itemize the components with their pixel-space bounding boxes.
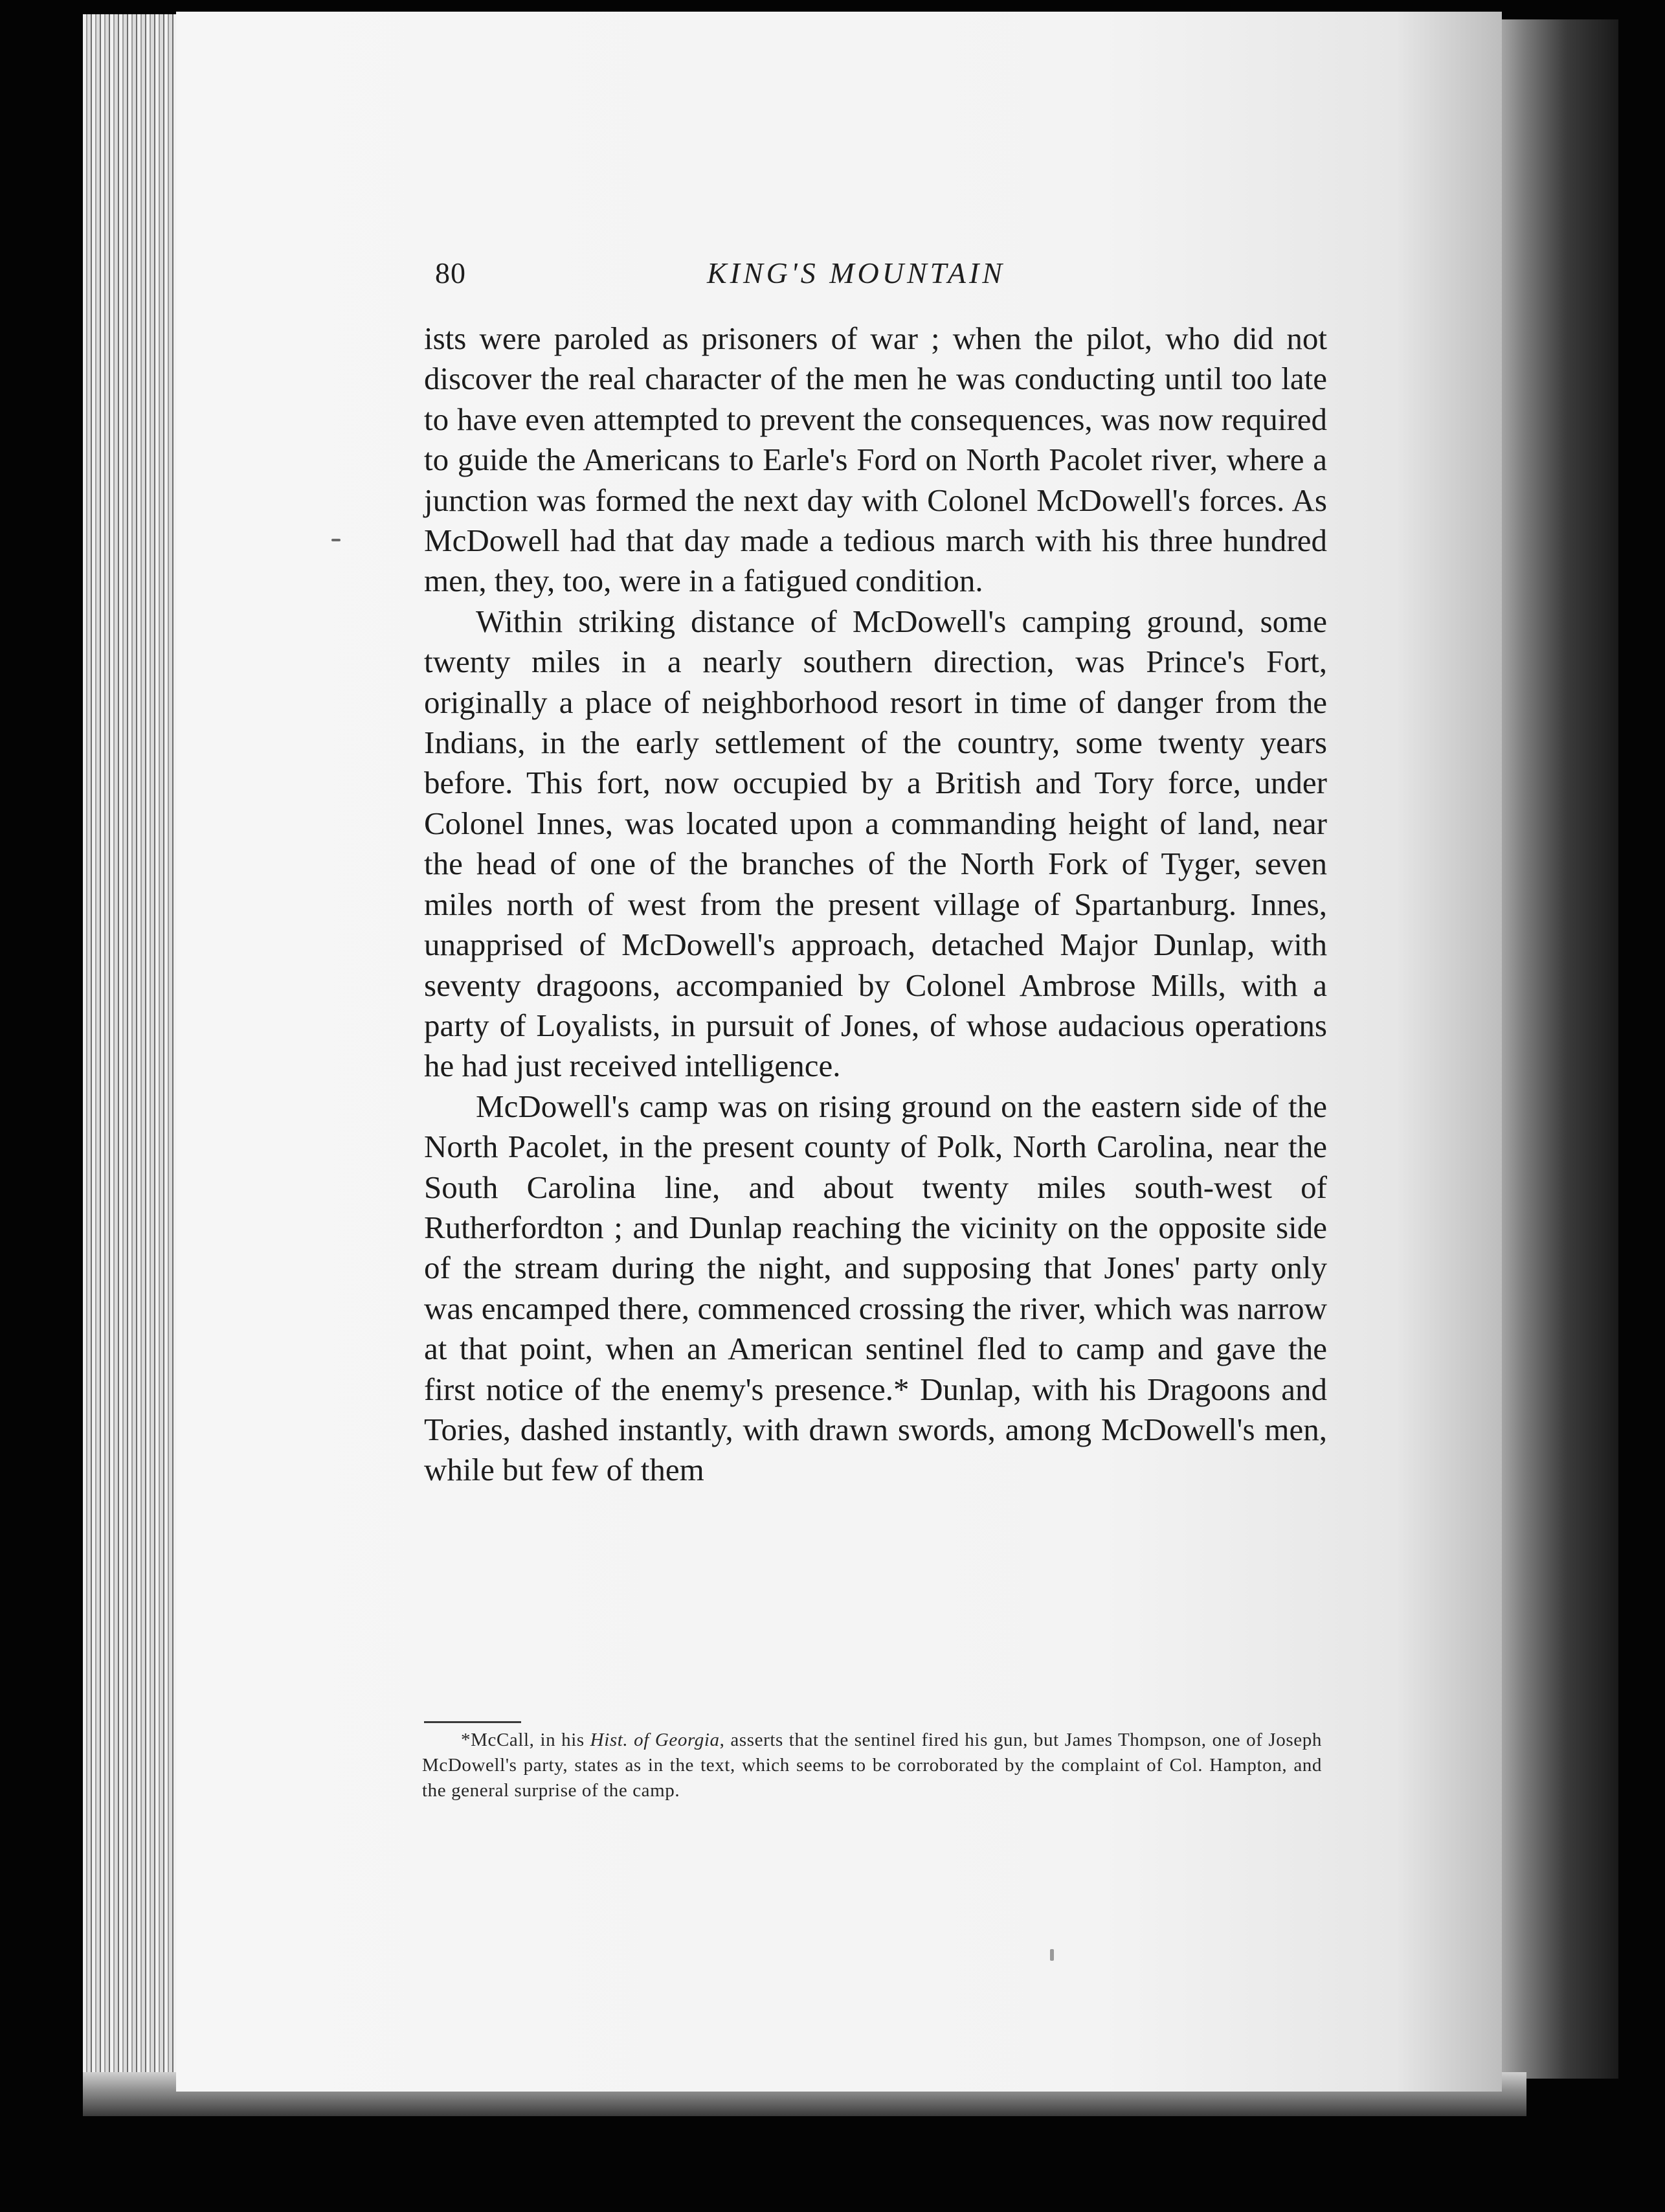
running-title: KING'S MOUNTAIN bbox=[707, 256, 1005, 289]
paragraph: Within striking distance of McDowell's camping ground, some twenty miles in a nearly southern direction, was Prince's Fort, originally a place of neighborhood resort in time of danger from the Indians, in the early settlement of the country, some twenty years before. This fort, now occupied by a British and Tory force, under Colonel Innes, was located upon a commanding height of land, near the head of one of the branches of the North Fork of Tyger, seven miles north of west from the present village of Spartanburg. Innes, unapprised of McDowell's approach, detached Major Dunlap, with seventy dragoons, accompanied by Colonel Ambrose Mills, with a party of Loyalists, in pursuit of Jones, of whose audacious operations he had just received intelligence. bbox=[424, 603, 1327, 1084]
footnote-cited-title: Hist. of Georgia bbox=[590, 1730, 720, 1750]
paragraph: McDowell's camp was on rising ground on the eastern side of the North Pacolet, in the present county of Polk, North Carolina, near the South Carolina line, and about twenty miles south-west of Rutherfordton ; and Dunlap reaching the vicinity on the opposite side of the stream during the night, and supposing that Jones' party only was encamped there, commenced crossing the river, which was narrow at that point, when an American sentinel fled to camp and gave the first notice of the enemy's presence.* Dunlap, with his Dragoons and Tories, dashed instantly, with drawn swords, among McDowell's men, while but few of them bbox=[424, 1088, 1327, 1488]
footnote-rule bbox=[424, 1721, 521, 1723]
book-page-edges bbox=[83, 14, 180, 2103]
footnote bbox=[422, 1728, 1322, 1803]
book-gutter-shadow bbox=[1489, 19, 1618, 2079]
scan-speck bbox=[1050, 1949, 1054, 1961]
scan-speck bbox=[331, 539, 341, 541]
page-number: 80 bbox=[435, 256, 466, 289]
body-text bbox=[424, 319, 1327, 1491]
footnote-text: , asserts that the sentinel fired his gun, but James Thompson, one of Joseph McDowell's party, states as in the text, which seems to be corroborated by the complaint of Col. Hampton, and the general surprise of the camp. bbox=[422, 1730, 1322, 1801]
footnote-lead: *McCall, in his bbox=[461, 1730, 590, 1750]
running-head bbox=[435, 256, 1568, 301]
paragraph: ists were paroled as prisoners of war ; when the pilot, who did not discover the real character of the men he was conducting until too late to have even attempted to prevent the consequences, was now required to guide the Americans to Earle's Ford on North Pacolet river, where a junction was formed the next day with Colonel McDowell's forces. As McDowell had that day made a tedious march with his three hundred men, they, too, were in a fatigued condition. bbox=[424, 321, 1327, 599]
